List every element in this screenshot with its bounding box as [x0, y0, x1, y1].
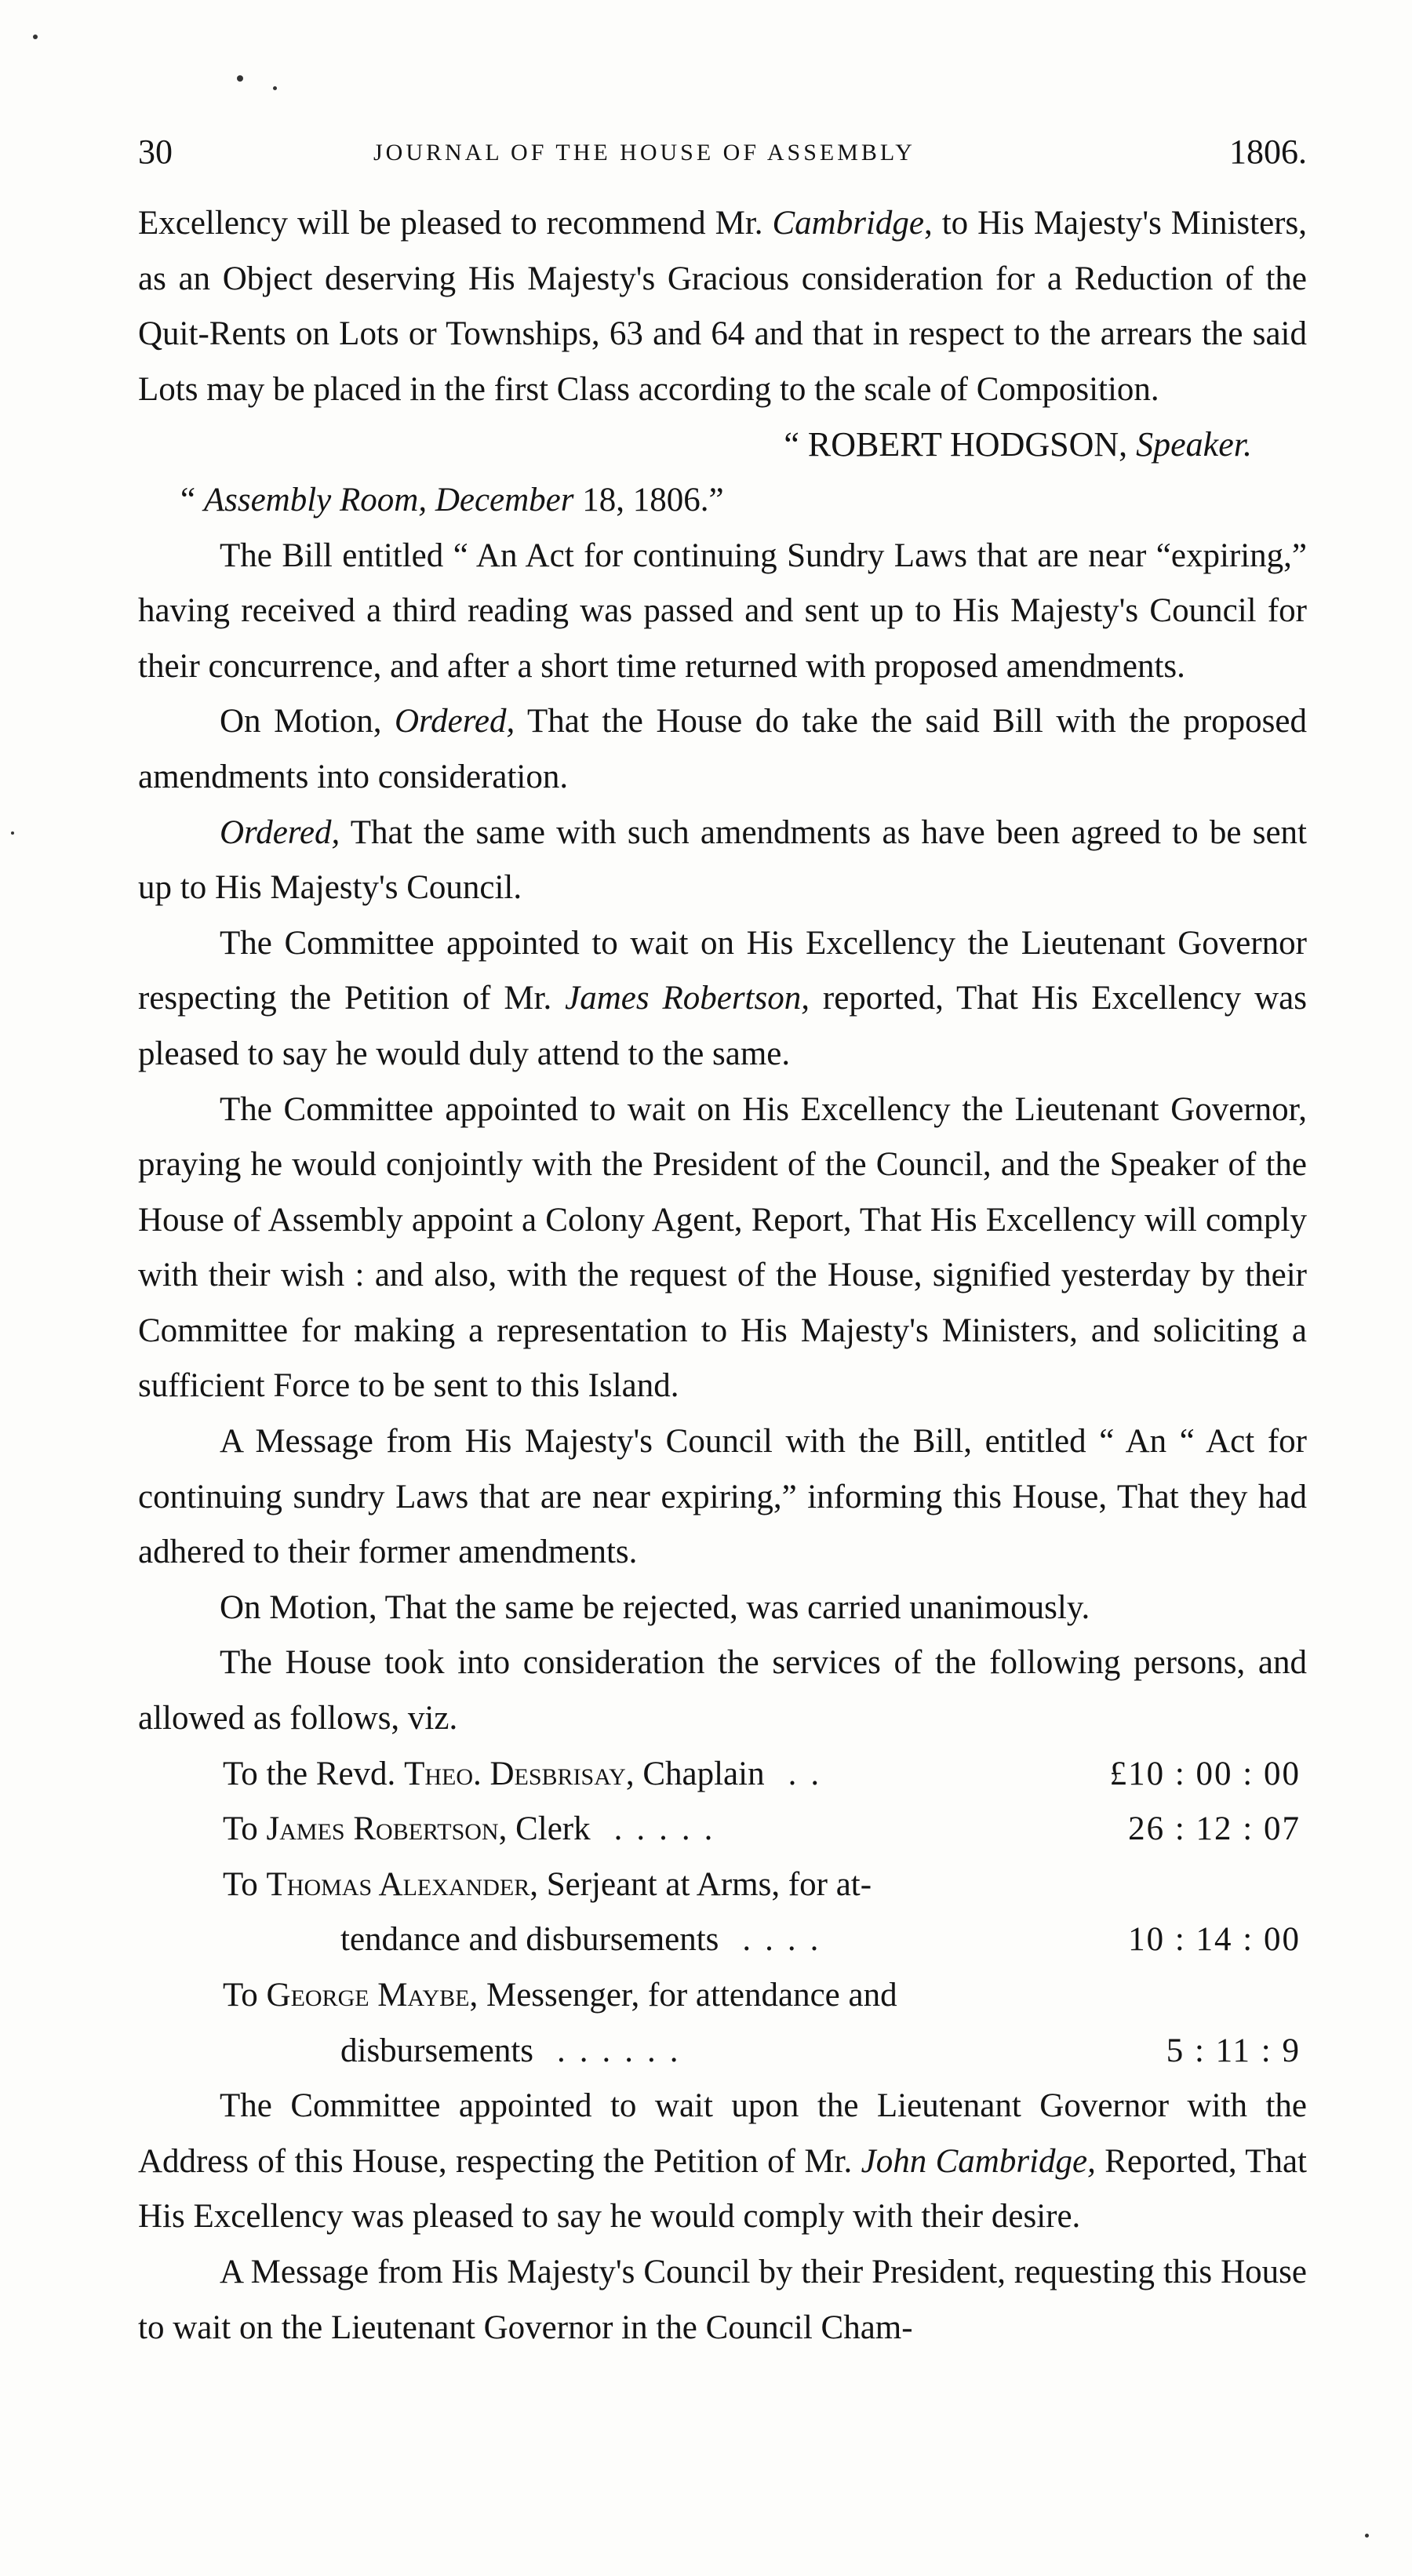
- paragraph-bill-third-reading: The Bill entitled “ An Act for continuing Sundry Laws that are near “expiring,” having received a third reading was passed and sent up to His Majesty's Council for their concurrence, and after a short time returned with proposed amendments.: [138, 537, 1307, 685]
- journal-text: [138, 196, 1307, 2356]
- ink-speck: [1365, 2534, 1369, 2538]
- ink-speck: [33, 35, 38, 39]
- payment-amount: £10 : 00 : 00: [1109, 1755, 1301, 1792]
- payment-entry: To George Maybe, Messenger, for attendance and disbursements ...... 5 : 11 : 9: [138, 1968, 1307, 2079]
- payment-entry: To Thomas Alexander, Serjeant at Arms, for at- tendance and disbursements .... 10 : 14 : 00: [138, 1857, 1307, 1968]
- payment-entry: To the Revd. Theo. Desbrisay, Chaplain .. £10 : 00 : 00: [138, 1747, 1307, 1803]
- paragraph-motion-rejected: On Motion, That the same be rejected, was carried unanimously.: [220, 1588, 1090, 1626]
- payee-name: Theo. Desbrisay: [404, 1755, 626, 1792]
- payee-name: George Maybe: [266, 1977, 470, 2014]
- ink-speck: [273, 86, 277, 90]
- paragraph-continued: Excellency will be pleased to recommend Mr. Cambridge, to His Majesty's Ministers, as an Object deserving His Majesty's Gracious consideration for a Reduction of the Quit-Rents on Lots or Townships, 63 and 64 and that in respect to the arrears the said Lots may be placed in the first Class according to the scale of Composition.: [138, 205, 1307, 408]
- paragraph-president-message: A Message from His Majesty's Council by their President, requesting this House to wait on the Lieutenant Governor in the Council Cham-: [138, 2253, 1307, 2346]
- running-title: JOURNAL OF THE HOUSE OF ASSEMBLY: [373, 140, 915, 166]
- paragraph-council-message: A Message from His Majesty's Council with the Bill, entitled “ An “ Act for continuing sundry Laws that are near expiring,” informing this House, That they had adhered to their former amendments.: [138, 1423, 1307, 1571]
- speaker-signature: “ ROBERT HODGSON, Speaker.: [784, 425, 1252, 464]
- paragraph-ordered-sent-up: Ordered, That the same with such amendments as have been agreed to be sent up to His Majesty's Council.: [138, 813, 1307, 907]
- payment-amount: 5 : 11 : 9: [1166, 2032, 1301, 2069]
- page-number: 30: [138, 133, 173, 171]
- paragraph-robertson-petition: The Committee appointed to wait on His Excellency the Lieutenant Governor respecting the Petition of Mr. James Robertson, reported, That His Excellency was pleased to say he would duly attend to the same.: [138, 924, 1307, 1072]
- paragraph-colony-agent: The Committee appointed to wait on His Excellency the Lieutenant Governor, praying he would conjointly with the President of the Council, and the Speaker of the House of Assembly appoint a Colony Agent, Report, That His Excellency will comply with their wish : and also, with the request of the House, signified yesterday by their Committee for making a representation to His Majesty's Ministers, and soliciting a sufficient Force to be sent to this Island.: [138, 1090, 1307, 1405]
- dateline: “ Assembly Room, December 18, 1806.”: [180, 481, 724, 518]
- header-year: 1806.: [1229, 133, 1307, 171]
- ink-speck: [237, 75, 243, 82]
- payee-name: James Robertson: [266, 1810, 499, 1848]
- payment-amount: 10 : 14 : 00: [1128, 1921, 1301, 1959]
- ink-speck: [11, 831, 14, 835]
- paragraph-services: The House took into consideration the services of the following persons, and allowed as follows, viz.: [138, 1644, 1307, 1737]
- running-header: [138, 132, 1307, 179]
- paragraph-motion-ordered: On Motion, Ordered, That the House do take the said Bill with the proposed amendments into consideration.: [138, 703, 1307, 795]
- payment-entry: To James Robertson, Clerk ..... 26 : 12 : 07: [138, 1802, 1307, 1857]
- payee-name: Thomas Alexander: [266, 1865, 530, 1903]
- payment-amount: 26 : 12 : 07: [1128, 1810, 1301, 1848]
- paragraph-cambridge-address: The Committee appointed to wait upon the Lieutenant Governor with the Address of this House, respecting the Petition of Mr. John Cambridge, Reported, That His Excellency was pleased to say he would comply with their desire.: [138, 2087, 1307, 2236]
